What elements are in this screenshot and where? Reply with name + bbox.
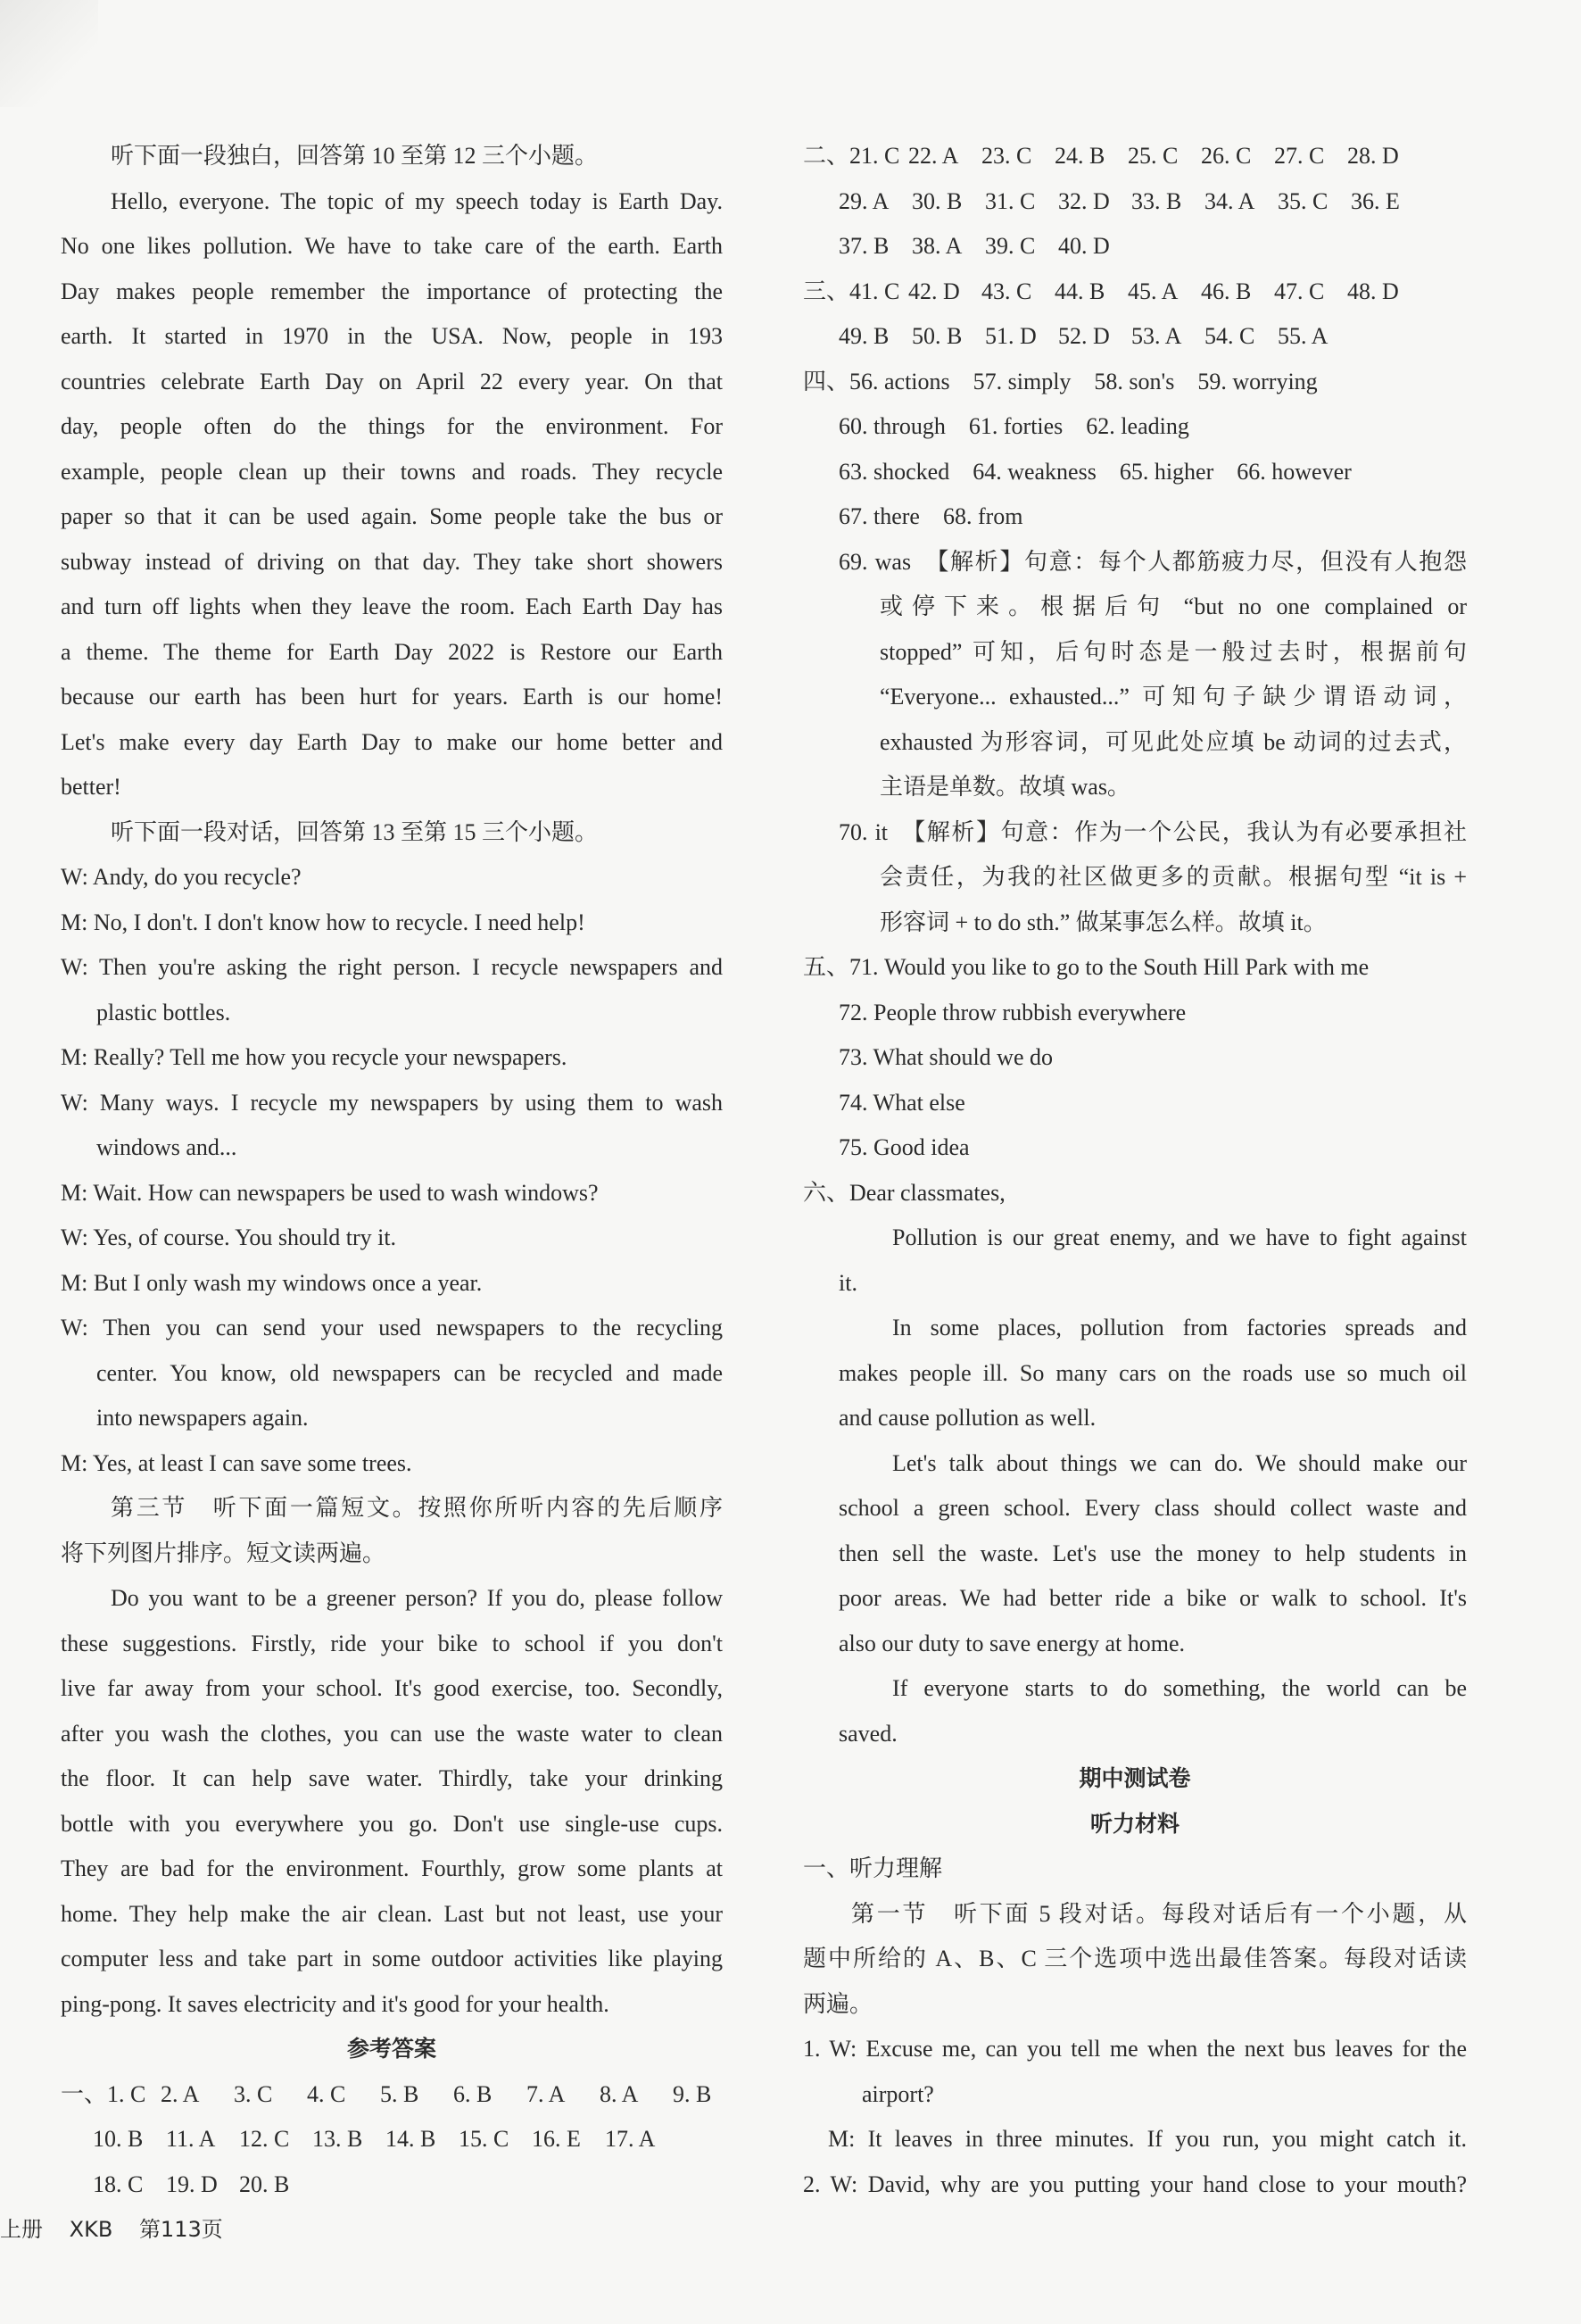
dialogue-line: M: But I only wash my windows once a year. (61, 1269, 483, 1296)
answer-item: 三、41. C (803, 278, 900, 304)
text-line: ping-pong. It saves electricity and it's good for your health. (61, 1990, 609, 2017)
explanation-line: 主语是单数。故填 was。 (880, 774, 1130, 800)
answer-item: 14. B (385, 2126, 436, 2152)
text-line: example, people clean up their towns and roads. They recycle (61, 458, 723, 485)
essay-line: also our duty to save energy at home. (839, 1630, 1185, 1656)
text-line: live far away from your school. It's good exercise, too. Secondly, (61, 1675, 723, 1701)
text-line: Let's make every day Earth Day to make our home better and (61, 728, 723, 755)
dialogue-line: W: Then you're asking the right person. I recycle newspapers and (61, 954, 723, 980)
answer-key-title: 参考答案 (346, 2036, 436, 2062)
text-line: the floor. It can help save water. Thirdly, take your drinking (61, 1765, 723, 1791)
answer-item: 16. E (532, 2126, 581, 2152)
answer-item: 13. B (312, 2126, 363, 2152)
answer-item: 35. C (1278, 187, 1329, 214)
explanation-line: 会责任，为我的社区做更多的贡献。根据句型 “it is + (880, 864, 1467, 890)
explanation-line: 或停下来。根据后句 “but no one complained or (880, 593, 1467, 619)
answer-item: 53. A (1131, 323, 1182, 349)
section-instruction: 两遍。 (803, 1990, 873, 2017)
answer-line: 75. Good idea (839, 1134, 970, 1160)
dialogue-line: windows and... (96, 1134, 237, 1160)
test-subtitle: 听力材料 (1089, 1810, 1180, 1837)
answer-item: 34. A (1204, 187, 1255, 214)
answer-item: 31. C (985, 187, 1036, 214)
answer-item: 3. C (234, 2080, 273, 2107)
answer-item: 25. C (1128, 143, 1179, 169)
answer-item: 27. C (1274, 143, 1325, 169)
explanation-line: “Everyone... exhausted...” 可知句子缺少谓语动词， (880, 684, 1467, 710)
text-line: these suggestions. Firstly, ride your bike to school if you don't (61, 1630, 723, 1656)
answer-row (61, 2072, 723, 2118)
footer-page-number: 第113页 (138, 2217, 223, 2242)
dialogue-line: W: Andy, do you recycle? (61, 864, 302, 890)
essay-line: saved. (839, 1720, 898, 1747)
answer-item: 10. B (93, 2126, 144, 2152)
left-column (61, 134, 723, 2207)
text-line: paper so that it can be used again. Some people take the bus or (61, 503, 723, 529)
dialogue-line: airport? (862, 2080, 934, 2107)
dialogue-line: M: It leaves in three minutes. If you run, you might catch it. (828, 2126, 1467, 2152)
section-instruction: 听下面一段对话，回答第 13 至第 15 三个小题。 (111, 818, 599, 845)
dialogue-line: M: Wait. How can newspapers be used to wash windows? (61, 1179, 599, 1206)
text-line: day, people often do the things for the environment. For (61, 413, 723, 439)
answer-item: 24. B (1055, 143, 1105, 169)
answer-item: 36. E (1351, 187, 1400, 214)
answer-row (803, 179, 1467, 225)
answer-item: 51. D (985, 323, 1037, 349)
answer-row (61, 2162, 723, 2208)
essay-line: In some places, pollution from factories spreads and (892, 1315, 1467, 1340)
essay-line: Let's talk about things we can do. We should make our (892, 1449, 1467, 1476)
explanation-line: exhausted 为形容词，可见此处应填 be 动词的过去式， (880, 728, 1467, 755)
answer-item: 5. B (380, 2080, 419, 2107)
text-line: a theme. The theme for Earth Day 2022 is Restore our Earth (61, 638, 723, 665)
answer-line: 60. through 61. forties 62. leading (839, 413, 1189, 439)
answer-item: 15. C (459, 2126, 509, 2152)
answer-item: 8. A (600, 2080, 639, 2107)
answer-item: 52. D (1058, 323, 1110, 349)
answer-item: 6. B (453, 2080, 493, 2107)
answer-item: 一、1. C (61, 2080, 146, 2107)
text-line: and turn off lights when they leave the room. Each Earth Day has (61, 593, 723, 619)
answer-row (803, 314, 1467, 360)
answer-item: 二、21. C (803, 143, 900, 169)
answer-item: 55. A (1278, 323, 1329, 349)
answer-line: 四、56. actions 57. simply 58. son's 59. worrying (803, 368, 1318, 394)
answer-item: 44. B (1055, 278, 1105, 304)
essay-greeting: 六、Dear classmates, (803, 1179, 1006, 1206)
dialogue-line: center. You know, old newspapers can be recycled and made (96, 1359, 723, 1386)
answer-item: 19. D (166, 2170, 218, 2197)
footer-volume: 上册 (0, 2217, 43, 2242)
dialogue-line: W: Yes, of course. You should try it. (61, 1224, 397, 1250)
section-instruction: 将下列图片排序。短文读两遍。 (61, 1540, 386, 1566)
answer-item: 26. C (1201, 143, 1252, 169)
answer-line: 五、71. Would you like to go to the South Hill Park with me (803, 954, 1370, 980)
essay-line: then sell the waste. Let's use the money to help students in (839, 1540, 1467, 1566)
dialogue-line: W: Many ways. I recycle my newspapers by using them to wash (61, 1089, 723, 1116)
text-line: home. They help make the air clean. Last but not least, use your (61, 1900, 723, 1927)
answer-row (803, 134, 1467, 179)
answer-item: 43. C (981, 278, 1032, 304)
answer-line: 74. What else (839, 1089, 965, 1116)
answer-item: 39. C (985, 233, 1036, 259)
text-line: They are bad for the environment. Fourthly, grow some plants at (61, 1855, 723, 1881)
dialogue-line: into newspapers again. (96, 1405, 309, 1431)
answer-line: 67. there 68. from (839, 503, 1023, 529)
answer-line: 73. What should we do (839, 1044, 1053, 1070)
answer-item: 17. A (605, 2126, 656, 2152)
answer-item: 32. D (1058, 187, 1110, 214)
test-title: 期中测试卷 (1079, 1765, 1191, 1791)
answer-item: 23. C (981, 143, 1032, 169)
text-line: No one likes pollution. We have to take care of the earth. Earth (61, 233, 723, 259)
answer-item: 54. C (1204, 323, 1255, 349)
page-footer (0, 2212, 243, 2243)
right-column (803, 134, 1467, 2207)
answer-item: 45. A (1128, 278, 1179, 304)
footer-code: XKB (69, 2217, 113, 2242)
answer-line: 63. shocked 64. weakness 65. higher 66. however (839, 458, 1352, 485)
dialogue-line: M: Really? Tell me how you recycle your newspapers. (61, 1044, 567, 1070)
dialogue-line: M: No, I don't. I don't know how to recycle. I need help! (61, 909, 585, 935)
answer-item: 46. B (1201, 278, 1252, 304)
answer-item: 7. A (526, 2080, 566, 2107)
essay-line: it. (839, 1269, 857, 1296)
answer-item: 12. C (239, 2126, 290, 2152)
answer-item: 30. B (912, 187, 963, 214)
answer-item: 11. A (166, 2126, 216, 2152)
text-line: countries celebrate Earth Day on April 22 every year. On that (61, 368, 723, 394)
explanation-line: stopped” 可知，后句时态是一般过去时，根据前句 (880, 638, 1467, 665)
section-instruction: 第一节 听下面 5 段对话。每段对话后有一个小题，从 (851, 1900, 1467, 1927)
answer-item: 28. D (1347, 143, 1399, 169)
explanation-line: 形容词 + to do sth.” 做某事怎么样。故填 it。 (880, 909, 1327, 935)
section-instruction: 第三节 听下面一篇短文。按照你所听内容的先后顺序 (111, 1495, 723, 1521)
dialogue-line: M: Yes, at least I can save some trees. (61, 1449, 412, 1476)
answer-item: 4. C (307, 2080, 346, 2107)
answer-item: 48. D (1347, 278, 1399, 304)
text-line: Hello, everyone. The topic of my speech today is Earth Day. (111, 187, 723, 214)
answer-item: 29. A (839, 187, 890, 214)
text-line: subway instead of driving on that day. They take short showers (61, 548, 723, 575)
dialogue-line: 2. W: David, why are you putting your hand close to your mouth? (803, 2170, 1467, 2197)
answer-item: 20. B (239, 2170, 290, 2197)
text-line: Do you want to be a greener person? If you do, please follow (111, 1585, 723, 1611)
essay-line: and cause pollution as well. (839, 1405, 1097, 1431)
answer-item: 50. B (912, 323, 963, 349)
text-line: better! (61, 774, 121, 800)
essay-line: poor areas. We had better ride a bike or walk to school. It's (839, 1585, 1467, 1611)
answer-item: 33. B (1131, 187, 1182, 214)
section-instruction: 题中所给的 A、B、C 三个选项中选出最佳答案。每段对话读 (803, 1946, 1467, 1971)
section-instruction: 听下面一段独白，回答第 10 至第 12 三个小题。 (111, 143, 599, 169)
text-line: bottle with you everywhere you go. Don't use single-use cups. (61, 1810, 723, 1837)
answer-item: 37. B (839, 233, 890, 259)
answer-item: 18. C (93, 2170, 144, 2197)
text-line: because our earth has been hurt for years. Earth is our home! (61, 684, 723, 710)
answer-item: 9. B (673, 2080, 712, 2107)
essay-line: If everyone starts to do something, the world can be (892, 1675, 1467, 1701)
answer-item: 49. B (839, 323, 890, 349)
essay-line: school a green school. Every class should collect waste and (839, 1495, 1467, 1521)
explanation-line: 70. it 【解析】句意：作为一个公民，我认为有必要承担社 (839, 818, 1467, 845)
answer-item: 40. D (1058, 233, 1110, 259)
section-heading: 一、听力理解 (803, 1855, 943, 1881)
page-corner-shadow (0, 0, 98, 107)
text-line: earth. It started in 1970 in the USA. Now, people in 193 (61, 323, 723, 349)
text-line: Day makes people remember the importance of protecting the (61, 278, 723, 304)
answer-item: 22. A (908, 143, 959, 169)
answer-item: 38. A (912, 233, 963, 259)
answer-item: 42. D (908, 278, 960, 304)
answer-row (803, 270, 1467, 315)
answer-item: 2. A (161, 2080, 200, 2107)
answer-row (803, 224, 1467, 270)
answer-line: 72. People throw rubbish everywhere (839, 999, 1187, 1025)
answer-item: 47. C (1274, 278, 1325, 304)
essay-line: Pollution is our great enemy, and we have to fight against (892, 1224, 1467, 1250)
explanation-line: 69. was 【解析】句意：每个人都筋疲力尽，但没有人抱怨 (839, 548, 1467, 575)
text-line: computer less and take part in some outdoor activities like playing (61, 1946, 723, 1971)
text-line: after you wash the clothes, you can use the waste water to clean (61, 1720, 723, 1747)
answer-row (61, 2117, 723, 2162)
essay-line: makes people ill. So many cars on the roads use so much oil (839, 1359, 1467, 1386)
dialogue-line: W: Then you can send your used newspapers to the recycling (61, 1315, 723, 1340)
dialogue-line: 1. W: Excuse me, can you tell me when the next bus leaves for the (803, 2036, 1467, 2062)
dialogue-line: plastic bottles. (96, 999, 231, 1025)
